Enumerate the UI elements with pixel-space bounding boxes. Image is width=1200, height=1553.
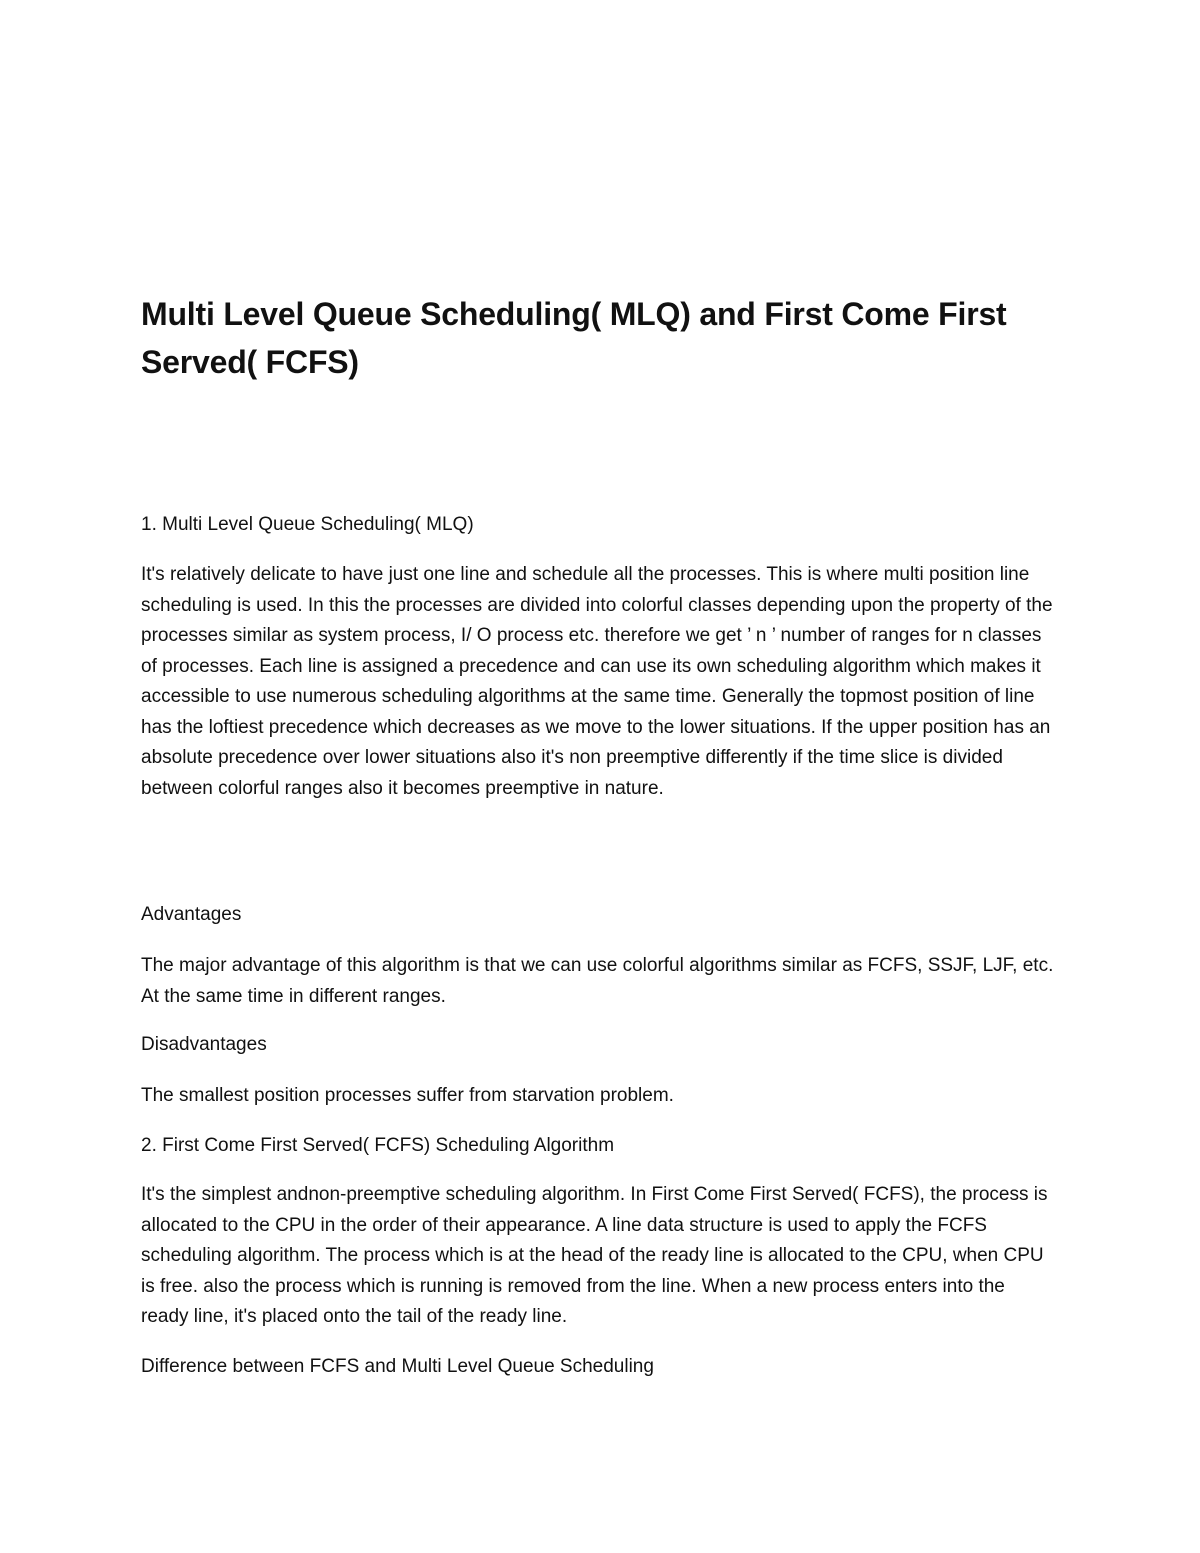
section-1-body: It's relatively delicate to have just one line and schedule all the processes. This is where multi position line scheduling is used. In this the processes are divided into colorful classes depending upon the property of the processes similar as system process, I/ O process etc. therefore we get ’ n ’ number of ranges for n classes of processes. Each line is assigned a precedence and can use its own scheduling algorithm which makes it accessible to use numerous scheduling algorithms at the same time. Generally the topmost position of line has the loftiest precedence which decreases as we move to the lower situations. If the upper position has an absolute precedence over lower situations also it's non preemptive differently if the time slice is divided between colorful ranges also it becomes preemptive in nature. bbox=[141, 564, 1053, 799]
advantages-body: The major advantage of this algorithm is that we can use colorful algorithms similar as FCFS, SSJF, LJF, etc. At the same time in different ranges. bbox=[141, 955, 1054, 1007]
disadvantages-body: The smallest position processes suffer from starvation problem. bbox=[141, 1085, 674, 1106]
section-2-body: It's the simplest andnon-preemptive scheduling algorithm. In First Come First Served( FCFS), the process is allocated to the CPU in the order of their appearance. A line data structure is used to apply the FCFS scheduling algorithm. The process which is at the head of the ready line is allocated to the CPU, when CPU is free. also the process which is running is removed from the line. When a new process enters into the ready line, it's placed onto the tail of the ready line. bbox=[141, 1184, 1048, 1327]
section-2-heading: 2. First Come First Served( FCFS) Scheduling Algorithm bbox=[141, 1135, 615, 1156]
disadvantages-heading: Disadvantages bbox=[141, 1034, 267, 1055]
document-content bbox=[141, 290, 1061, 1377]
difference-heading: Difference between FCFS and Multi Level Queue Scheduling bbox=[141, 1356, 654, 1377]
advantages-heading: Advantages bbox=[141, 904, 242, 925]
document-title: Multi Level Queue Scheduling( MLQ) and First Come First Served( FCFS) bbox=[141, 296, 1007, 380]
section-1-heading: 1. Multi Level Queue Scheduling( MLQ) bbox=[141, 514, 474, 535]
